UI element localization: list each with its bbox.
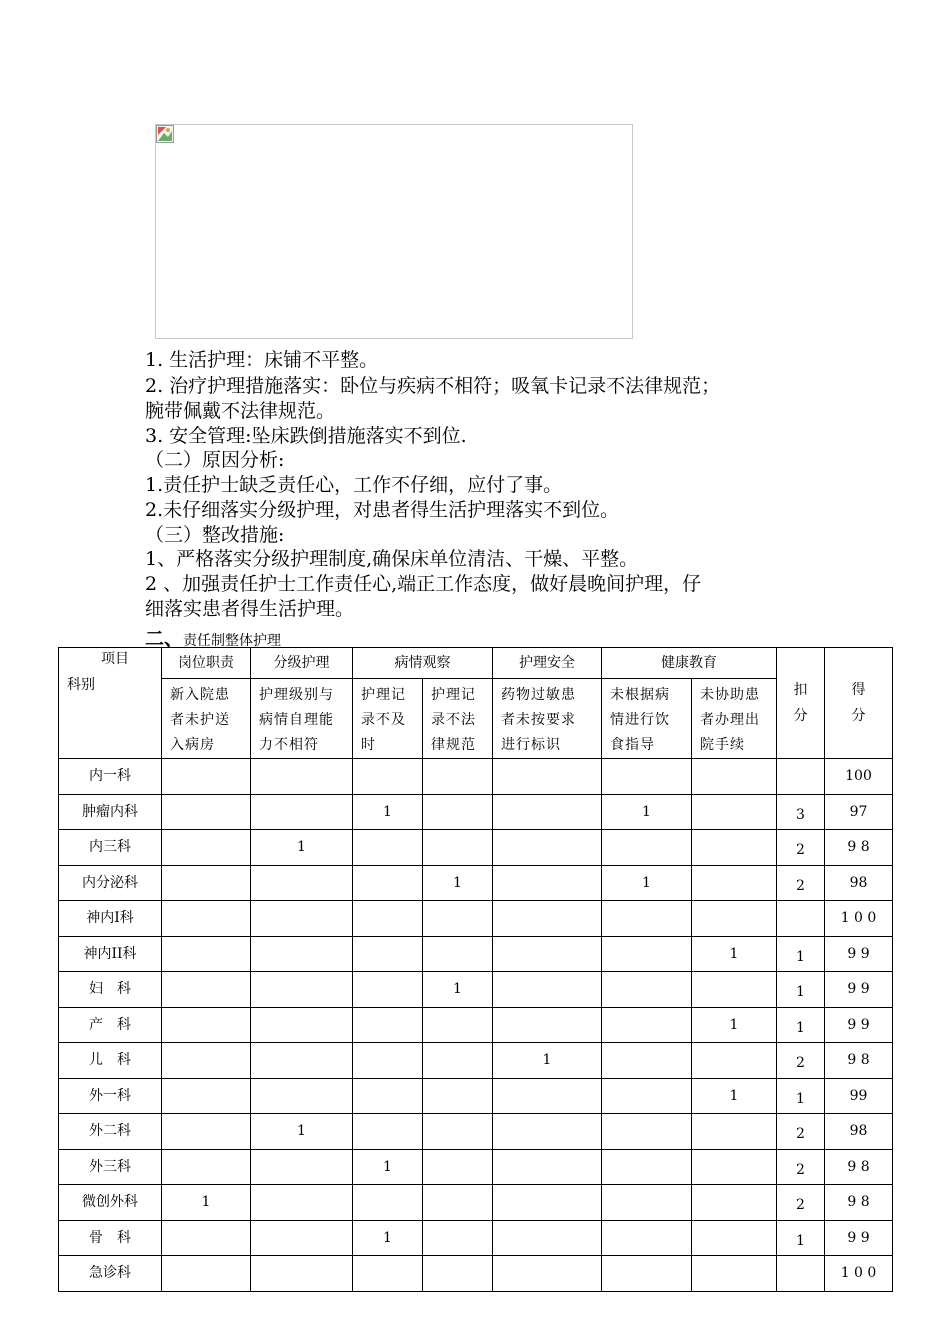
score-cell: 100 <box>825 759 893 795</box>
count-cell <box>692 1114 777 1150</box>
count-cell <box>251 759 353 795</box>
count-cell <box>423 830 493 866</box>
count-cell <box>353 759 423 795</box>
count-cell <box>493 865 602 901</box>
deduct-cell: 2 <box>777 865 825 901</box>
dept-cell: 外三科 <box>59 1149 162 1185</box>
count-cell <box>692 759 777 795</box>
sub-header: 未根据病 情进行饮 食指导 <box>602 679 692 759</box>
dept-cell: 外一科 <box>59 1078 162 1114</box>
count-cell: 1 <box>423 865 493 901</box>
count-cell <box>162 1043 251 1079</box>
count-cell <box>423 1007 493 1043</box>
table-row <box>59 1220 893 1256</box>
count-cell <box>162 1078 251 1114</box>
count-cell <box>602 1078 692 1114</box>
table-row <box>59 865 893 901</box>
count-cell <box>692 1256 777 1292</box>
group-header: 护理安全 <box>493 648 602 679</box>
table-row <box>59 901 893 937</box>
score-cell: 9 9 <box>825 1007 893 1043</box>
count-cell <box>692 1185 777 1221</box>
sub-header: 未协助患 者办理出 院手续 <box>692 679 777 759</box>
section-title: 责任制整体护理 <box>183 633 282 649</box>
count-cell <box>602 1149 692 1185</box>
count-cell <box>353 1185 423 1221</box>
dept-cell: 内分泌科 <box>59 865 162 901</box>
count-cell <box>602 759 692 795</box>
dept-cell: 神内I科 <box>59 901 162 937</box>
score-cell: 98 <box>825 865 893 901</box>
score-header: 得 分 <box>825 648 893 759</box>
count-cell: 1 <box>353 1220 423 1256</box>
count-cell <box>602 901 692 937</box>
dept-cell: 肿瘤内科 <box>59 794 162 830</box>
count-cell <box>423 794 493 830</box>
deduct-cell: 2 <box>777 1043 825 1079</box>
group-header: 病情观察 <box>353 648 493 679</box>
table-row <box>59 936 893 972</box>
deduct-cell <box>777 1256 825 1292</box>
score-cell: 9 9 <box>825 972 893 1008</box>
count-cell <box>251 1078 353 1114</box>
count-cell <box>423 1114 493 1150</box>
count-cell: 1 <box>353 1149 423 1185</box>
deduct-cell: 1 <box>777 936 825 972</box>
table-row <box>59 1078 893 1114</box>
count-cell <box>162 794 251 830</box>
deduct-cell: 2 <box>777 1149 825 1185</box>
count-cell <box>353 936 423 972</box>
count-cell <box>493 1114 602 1150</box>
count-cell <box>692 972 777 1008</box>
count-cell <box>162 1149 251 1185</box>
count-cell <box>162 1007 251 1043</box>
count-cell <box>423 1185 493 1221</box>
deduct-cell <box>777 759 825 795</box>
count-cell: 1 <box>602 794 692 830</box>
count-cell <box>423 1220 493 1256</box>
table-row <box>59 1185 893 1221</box>
count-cell <box>162 865 251 901</box>
table-row <box>59 830 893 866</box>
score-cell: 9 9 <box>825 936 893 972</box>
count-cell <box>423 1256 493 1292</box>
deduct-header: 扣 分 <box>777 648 825 759</box>
dept-cell: 内一科 <box>59 759 162 795</box>
deduct-cell: 2 <box>777 1185 825 1221</box>
count-cell <box>251 1043 353 1079</box>
deduct-cell <box>777 901 825 937</box>
group-header: 岗位职责 <box>162 648 251 679</box>
count-cell <box>602 830 692 866</box>
count-cell: 1 <box>251 1114 353 1150</box>
deduct-cell: 1 <box>777 972 825 1008</box>
paragraph-line: （三）整改措施: <box>145 524 285 546</box>
count-cell: 1 <box>493 1043 602 1079</box>
count-cell <box>353 1043 423 1079</box>
count-cell <box>353 1256 423 1292</box>
count-cell: 1 <box>251 830 353 866</box>
deduct-cell: 2 <box>777 1114 825 1150</box>
score-cell: 9 8 <box>825 1149 893 1185</box>
count-cell <box>493 794 602 830</box>
count-cell <box>162 830 251 866</box>
paragraph-line: 3. 安全管理:坠床跌倒措施落实不到位. <box>145 425 467 447</box>
count-cell <box>493 1185 602 1221</box>
count-cell <box>493 901 602 937</box>
score-cell: 9 8 <box>825 1185 893 1221</box>
paragraph-line: 1. 生活护理：床铺不平整。 <box>145 349 379 371</box>
count-cell <box>251 1149 353 1185</box>
count-cell <box>162 901 251 937</box>
paragraph-line: 1、严格落实分级护理制度,确保床单位清洁、干燥、平整。 <box>145 548 639 570</box>
count-cell <box>692 1220 777 1256</box>
count-cell: 1 <box>423 972 493 1008</box>
corner-top: 项目 <box>101 651 129 667</box>
deduct-cell: 1 <box>777 1220 825 1256</box>
count-cell <box>162 1220 251 1256</box>
count-cell <box>162 1256 251 1292</box>
count-cell: 1 <box>692 936 777 972</box>
sub-header: 新入院患 者未护送 入病房 <box>162 679 251 759</box>
paragraph-line: 2 、加强责任护士工作责任心,端正工作态度，做好晨晚间护理，仔 <box>145 573 702 595</box>
count-cell <box>493 1078 602 1114</box>
count-cell <box>353 1007 423 1043</box>
count-cell <box>162 972 251 1008</box>
paragraph-line: 细落实患者得生活护理。 <box>145 598 355 620</box>
corner-bottom: 科别 <box>67 677 95 693</box>
count-cell <box>162 759 251 795</box>
count-cell <box>353 1114 423 1150</box>
deduct-cell: 2 <box>777 830 825 866</box>
count-cell: 1 <box>692 1007 777 1043</box>
paragraph-line: （二）原因分析: <box>145 449 285 471</box>
table-row <box>59 1149 893 1185</box>
count-cell <box>602 1043 692 1079</box>
count-cell <box>692 901 777 937</box>
count-cell <box>251 1185 353 1221</box>
dept-cell: 急诊科 <box>59 1256 162 1292</box>
broken-image-icon <box>156 125 174 143</box>
table-row <box>59 759 893 795</box>
count-cell <box>423 1043 493 1079</box>
dept-cell: 妇 科 <box>59 972 162 1008</box>
dept-cell: 儿 科 <box>59 1043 162 1079</box>
score-cell: 9 9 <box>825 1220 893 1256</box>
score-cell: 9 8 <box>825 1043 893 1079</box>
dept-cell: 产 科 <box>59 1007 162 1043</box>
group-header: 健康教育 <box>602 648 777 679</box>
table-row <box>59 794 893 830</box>
count-cell <box>493 1149 602 1185</box>
dept-cell: 内三科 <box>59 830 162 866</box>
paragraph-line: 2.未仔细落实分级护理，对患者得生活护理落实不到位。 <box>145 499 620 521</box>
score-cell: 1 0 0 <box>825 901 893 937</box>
count-cell <box>493 1007 602 1043</box>
sub-header: 药物过敏患 者未按要求 进行标识 <box>493 679 602 759</box>
score-cell: 1 0 0 <box>825 1256 893 1292</box>
sub-header: 护理记 录不法 律规范 <box>423 679 493 759</box>
count-cell <box>251 1007 353 1043</box>
count-cell: 1 <box>162 1185 251 1221</box>
count-cell <box>251 865 353 901</box>
paragraph-line: 腕带佩戴不法律规范。 <box>145 400 336 422</box>
count-cell <box>423 759 493 795</box>
count-cell <box>692 1043 777 1079</box>
sub-header: 护理级别与 病情自理能 力不相符 <box>251 679 353 759</box>
count-cell <box>692 830 777 866</box>
paragraph-line: 2. 治疗护理措施落实：卧位与疾病不相符；吸氧卡记录不法律规范； <box>145 375 721 397</box>
score-cell: 98 <box>825 1114 893 1150</box>
count-cell <box>602 1256 692 1292</box>
count-cell <box>251 972 353 1008</box>
count-cell <box>493 830 602 866</box>
score-cell: 99 <box>825 1078 893 1114</box>
count-cell <box>602 1007 692 1043</box>
count-cell <box>353 830 423 866</box>
score-cell: 97 <box>825 794 893 830</box>
table-row <box>59 1256 893 1292</box>
count-cell <box>423 901 493 937</box>
dept-cell: 外二科 <box>59 1114 162 1150</box>
count-cell <box>353 865 423 901</box>
count-cell <box>493 1220 602 1256</box>
dept-cell: 骨 科 <box>59 1220 162 1256</box>
count-cell <box>353 1078 423 1114</box>
score-cell: 9 8 <box>825 830 893 866</box>
count-cell <box>353 901 423 937</box>
count-cell <box>493 972 602 1008</box>
dept-cell: 微创外科 <box>59 1185 162 1221</box>
dept-cell: 神内II科 <box>59 936 162 972</box>
deduct-cell: 3 <box>777 794 825 830</box>
deduct-cell: 1 <box>777 1007 825 1043</box>
deduct-cell: 1 <box>777 1078 825 1114</box>
count-cell <box>251 936 353 972</box>
count-cell <box>602 972 692 1008</box>
count-cell <box>692 865 777 901</box>
count-cell <box>493 936 602 972</box>
count-cell <box>602 1220 692 1256</box>
count-cell <box>692 794 777 830</box>
inspection-table <box>58 647 893 1292</box>
table-row <box>59 1007 893 1043</box>
table-row <box>59 972 893 1008</box>
count-cell <box>251 901 353 937</box>
table-row <box>59 1043 893 1079</box>
count-cell <box>423 936 493 972</box>
count-cell <box>251 1256 353 1292</box>
count-cell <box>423 1078 493 1114</box>
count-cell <box>602 1114 692 1150</box>
count-cell <box>251 1220 353 1256</box>
count-cell <box>251 794 353 830</box>
count-cell <box>602 936 692 972</box>
image-placeholder <box>155 124 633 339</box>
count-cell <box>493 759 602 795</box>
count-cell <box>602 1185 692 1221</box>
paragraph-line: 1.责任护士缺乏责任心，工作不仔细，应付了事。 <box>145 474 563 496</box>
sub-header: 护理记 录不及 时 <box>353 679 423 759</box>
group-header: 分级护理 <box>251 648 353 679</box>
count-cell <box>353 972 423 1008</box>
count-cell: 1 <box>602 865 692 901</box>
count-cell <box>493 1256 602 1292</box>
count-cell <box>423 1149 493 1185</box>
table-row <box>59 1114 893 1150</box>
count-cell <box>162 936 251 972</box>
count-cell <box>162 1114 251 1150</box>
count-cell <box>692 1149 777 1185</box>
corner-header <box>59 648 162 759</box>
section-number: 二、 <box>145 628 184 650</box>
count-cell: 1 <box>692 1078 777 1114</box>
count-cell: 1 <box>353 794 423 830</box>
